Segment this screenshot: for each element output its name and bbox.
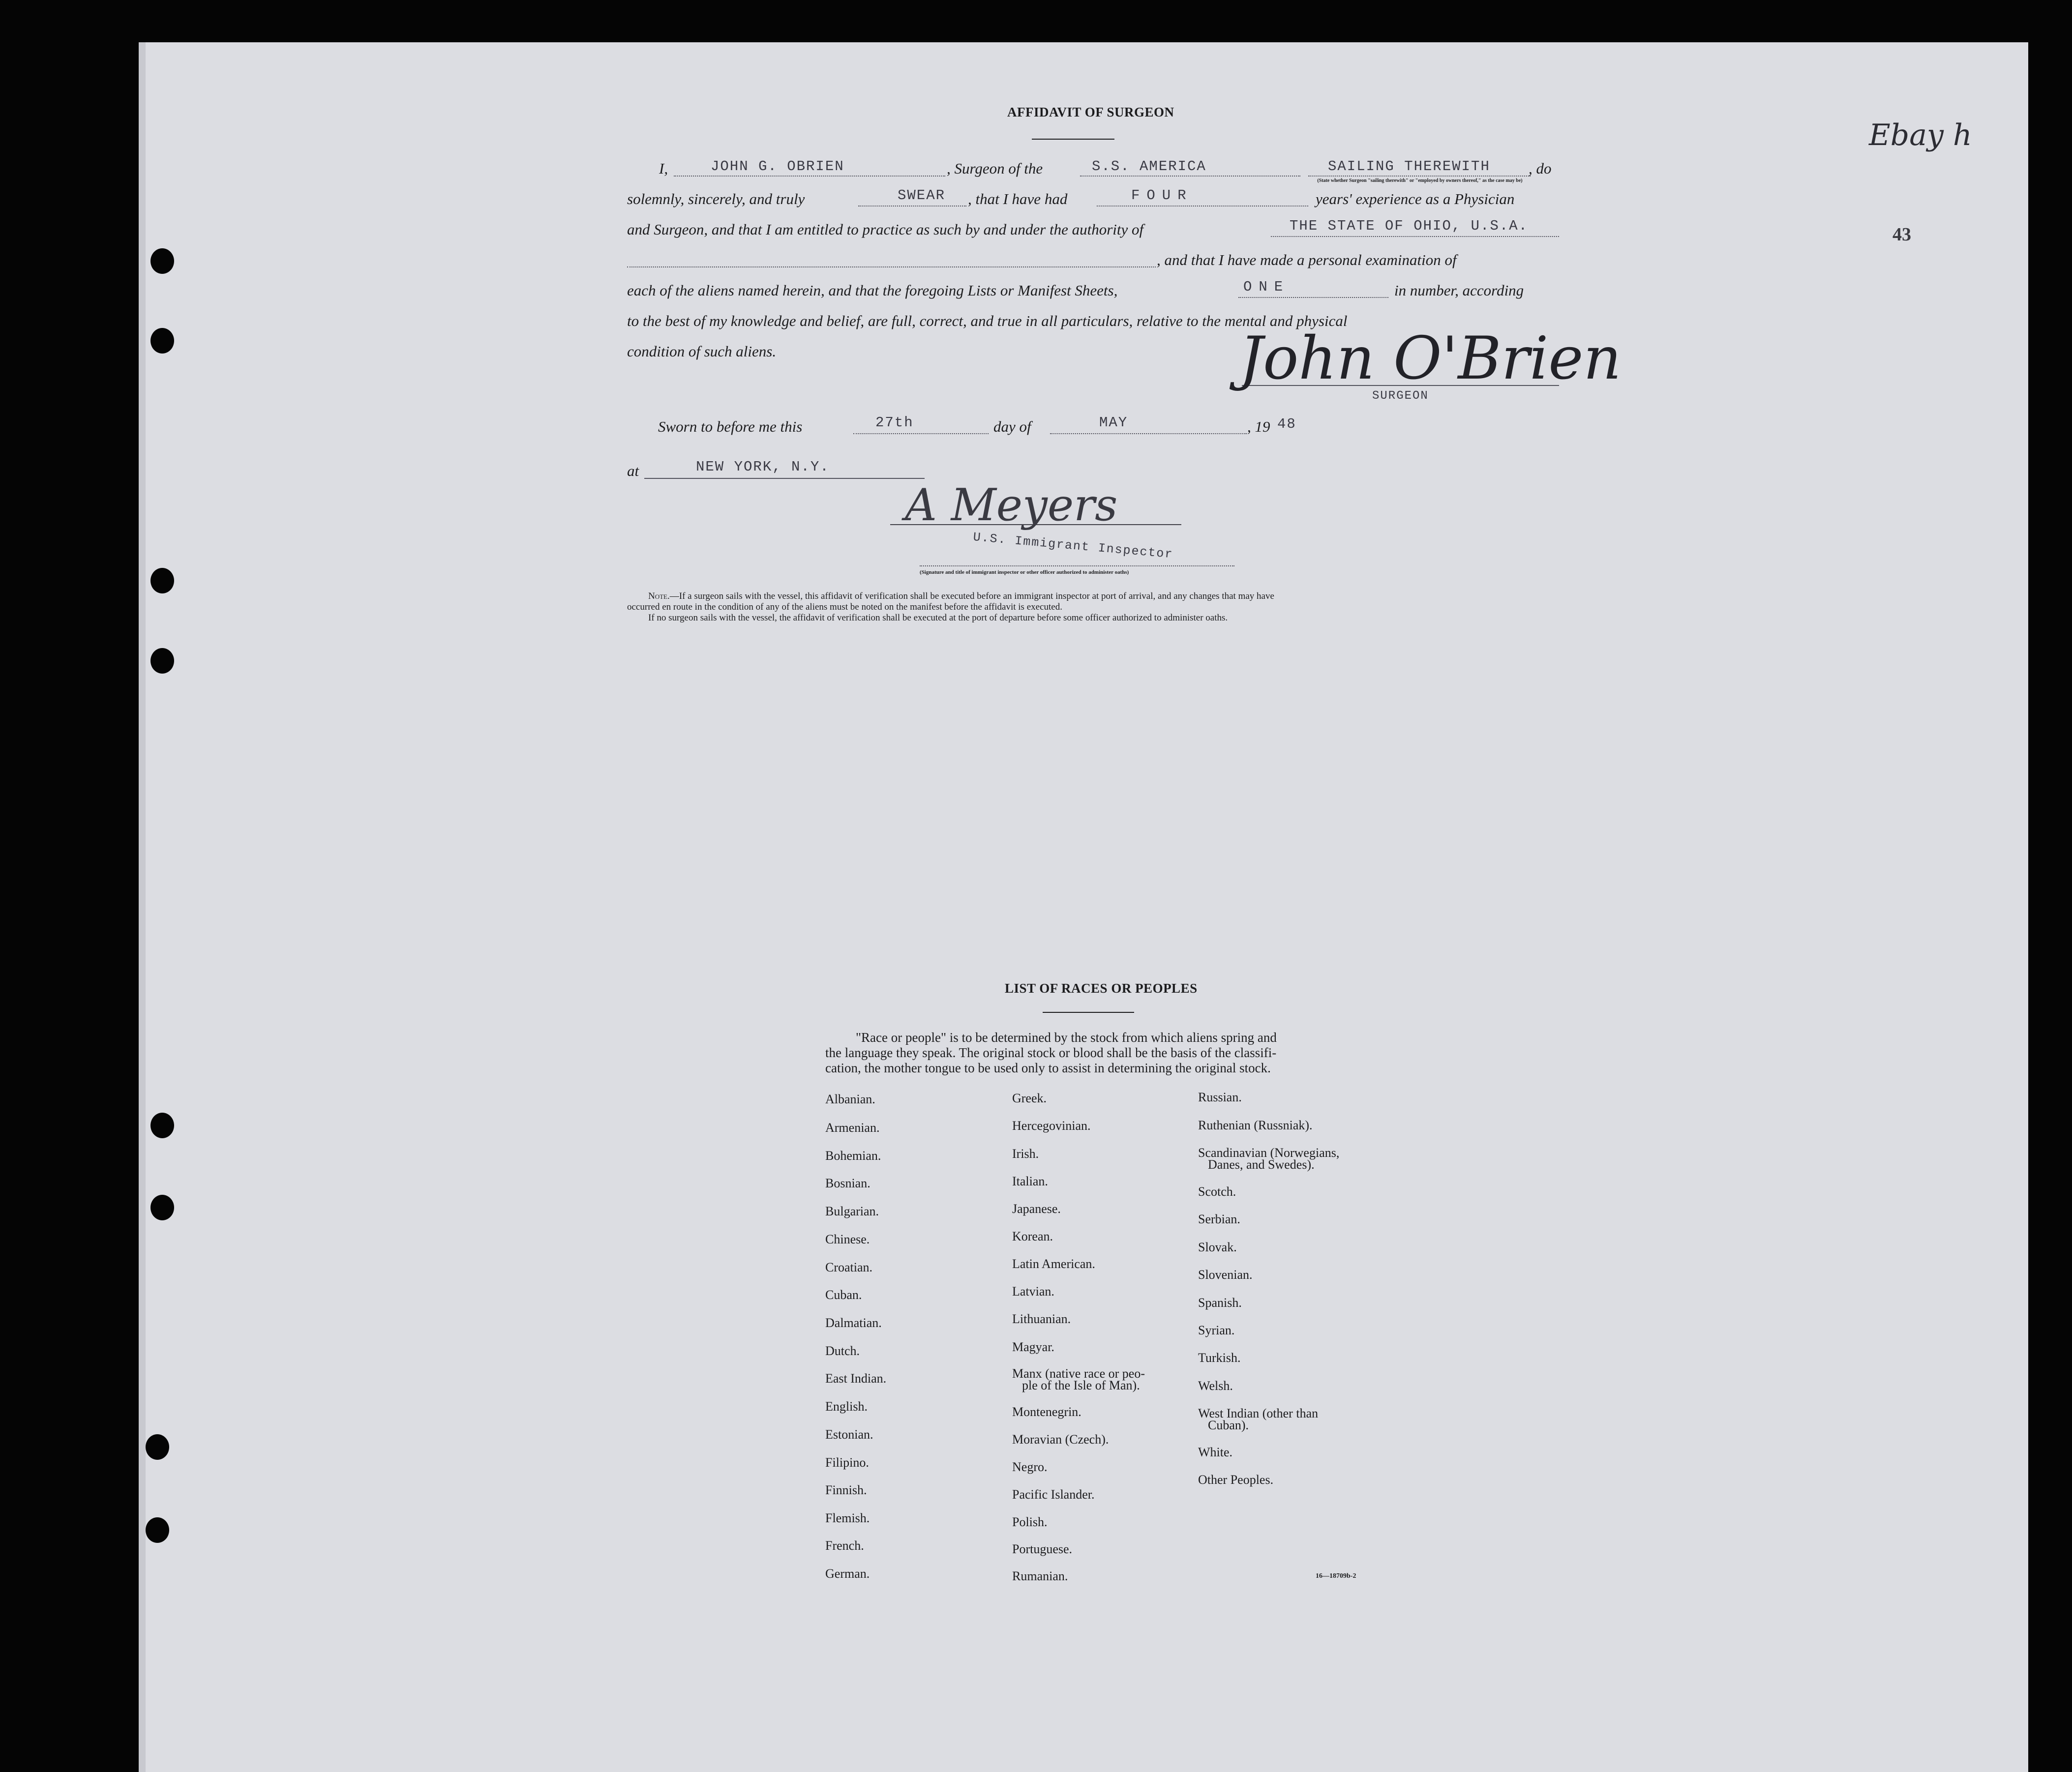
surgeon-signature: John O'Brien bbox=[1239, 325, 1622, 393]
binder-hole bbox=[150, 328, 174, 354]
note-label: Note. bbox=[648, 591, 670, 601]
race-entry: Rumanian. bbox=[1012, 1569, 1068, 1583]
races-title: LIST OF RACES OR PEOPLES bbox=[1005, 981, 1198, 996]
race-entry: Bosnian. bbox=[825, 1176, 871, 1190]
race-entry: Dalmatian. bbox=[825, 1316, 882, 1330]
race-entry: Welsh. bbox=[1198, 1379, 1233, 1393]
race-entry: Japanese. bbox=[1012, 1202, 1061, 1216]
race-entry: Slovenian. bbox=[1198, 1268, 1253, 1282]
binder-hole bbox=[146, 1434, 169, 1460]
race-entry: Syrian. bbox=[1198, 1323, 1235, 1337]
races-intro-1: "Race or people" is to be determined by the stock from which aliens spring and bbox=[856, 1030, 1277, 1045]
inspector-title-line bbox=[920, 565, 1234, 566]
race-entry: Serbian. bbox=[1198, 1212, 1240, 1226]
race-entry: English. bbox=[825, 1399, 868, 1414]
races-intro-3: cation, the mother tongue to be used only to assist in determining the original stock. bbox=[825, 1061, 1271, 1075]
race-entry: Albanian. bbox=[825, 1092, 875, 1106]
have-had-label: , that I have had bbox=[968, 190, 1068, 207]
note-line-1 bbox=[648, 591, 1274, 601]
race-entry: French. bbox=[825, 1538, 864, 1553]
authority-continuation-line bbox=[627, 266, 1156, 267]
affidavit-title: AFFIDAVIT OF SURGEON bbox=[1007, 105, 1174, 119]
binder-hole bbox=[150, 568, 174, 593]
in-number-label: in number, according bbox=[1394, 282, 1524, 299]
solemnly-label: solemnly, sincerely, and truly bbox=[627, 190, 805, 207]
note-line-3: If no surgeon sails with the vessel, the affidavit of verification shall be executed at the port of departure before some officer authorized to administer oaths. bbox=[648, 613, 1228, 623]
race-entry: Other Peoples. bbox=[1198, 1473, 1274, 1487]
race-entry: Cuban. bbox=[825, 1288, 862, 1302]
race-entry: Armenian. bbox=[825, 1121, 880, 1135]
race-entry: Korean. bbox=[1012, 1229, 1053, 1243]
sworn-year: 48 bbox=[1277, 416, 1296, 432]
status-note: (State whether Surgeon "sailing therewith" or "employed by owners thereof," as the case may be) bbox=[1317, 178, 1523, 183]
race-entry: Greek. bbox=[1012, 1091, 1047, 1105]
binder-hole bbox=[150, 1113, 174, 1138]
sworn-month: MAY bbox=[1099, 414, 1128, 431]
race-entry: Latin American. bbox=[1012, 1257, 1095, 1271]
note-text-1: —If a surgeon sails with the vessel, this affidavit of verification shall be executed before an immigrant inspector at port of arrival, and any changes that may have bbox=[669, 591, 1274, 601]
races-title-underline bbox=[1043, 1012, 1134, 1013]
race-entry: Finnish. bbox=[825, 1483, 867, 1497]
surgeon-name: JOHN G. OBRIEN bbox=[711, 158, 844, 175]
document-sheet bbox=[139, 42, 2028, 1772]
authority-field-line bbox=[1271, 236, 1559, 237]
sworn-place: NEW YORK, N.Y. bbox=[696, 459, 830, 475]
affidavit-line-7: condition of such aliens. bbox=[627, 343, 777, 360]
binder-hole bbox=[150, 1195, 174, 1220]
place-line bbox=[644, 478, 925, 479]
examination-label: , and that I have made a personal examination of bbox=[1157, 251, 1457, 268]
race-entry: Polish. bbox=[1012, 1515, 1048, 1529]
inspector-signature: A Meyers bbox=[905, 479, 1118, 531]
race-entry: West Indian (other than bbox=[1198, 1406, 1319, 1420]
day-of-label: day of bbox=[993, 418, 1031, 435]
race-entry: Scotch. bbox=[1198, 1184, 1236, 1199]
race-entry: Flemish. bbox=[825, 1511, 870, 1525]
margin-handwriting: Ebay h bbox=[1869, 118, 1972, 152]
race-entry: Italian. bbox=[1012, 1174, 1048, 1188]
race-entry: Montenegrin. bbox=[1012, 1405, 1081, 1419]
race-entry: German. bbox=[825, 1566, 870, 1581]
race-entry: Moravian (Czech). bbox=[1012, 1432, 1109, 1447]
licensing-authority: THE STATE OF OHIO, U.S.A. bbox=[1290, 218, 1529, 234]
sworn-day: 27th bbox=[875, 414, 914, 431]
vessel-field-line bbox=[1080, 176, 1300, 177]
race-entry: White. bbox=[1198, 1445, 1233, 1459]
race-entry: Hercegovinian. bbox=[1012, 1119, 1091, 1133]
years-field-line bbox=[1097, 206, 1308, 207]
manifest-sheets-label: each of the aliens named herein, and that the foregoing Lists or Manifest Sheets, bbox=[627, 282, 1118, 299]
oath-field-line bbox=[858, 206, 966, 207]
inspector-stamp: U.S. Immigrant Inspector bbox=[972, 530, 1174, 562]
year-prefix: , 19 bbox=[1247, 418, 1270, 435]
affidavit-prefix-i: I, bbox=[659, 160, 668, 177]
race-entry: Irish. bbox=[1012, 1147, 1039, 1161]
race-entry: ple of the Isle of Man). bbox=[1022, 1378, 1140, 1392]
binder-hole bbox=[150, 648, 174, 674]
race-entry: Pacific Islander. bbox=[1012, 1487, 1095, 1502]
years-experience-label: years' experience as a Physician bbox=[1316, 190, 1515, 207]
binder-hole bbox=[150, 248, 174, 274]
note-line-2: occurred en route in the condition of any of the aliens must be noted on the manifest before the affidavit is executed. bbox=[627, 602, 1062, 612]
race-entry: Russian. bbox=[1198, 1090, 1242, 1104]
race-entry: Ruthenian (Russniak). bbox=[1198, 1118, 1313, 1132]
race-entry: Bulgarian. bbox=[825, 1204, 879, 1218]
sworn-month-line bbox=[1050, 433, 1247, 434]
binder-hole bbox=[146, 1517, 169, 1543]
status-field-line bbox=[1308, 176, 1531, 177]
at-label: at bbox=[627, 462, 639, 479]
page-number: 43 bbox=[1892, 224, 1911, 245]
race-entry: Spanish. bbox=[1198, 1296, 1242, 1310]
race-entry: Croatian. bbox=[825, 1260, 873, 1274]
sailing-status: SAILING THEREWITH bbox=[1328, 158, 1490, 175]
surgeon-of-label: , Surgeon of the bbox=[947, 160, 1043, 177]
vessel-name: S.S. AMERICA bbox=[1092, 158, 1206, 175]
race-entry: Magyar. bbox=[1012, 1340, 1054, 1354]
race-entry: Portuguese. bbox=[1012, 1542, 1073, 1556]
race-entry: Cuban). bbox=[1208, 1418, 1249, 1432]
race-entry: Bohemian. bbox=[825, 1149, 881, 1163]
years-experience: FOUR bbox=[1131, 187, 1193, 204]
race-entry: Filipino. bbox=[825, 1455, 869, 1470]
race-entry: Scandinavian (Norwegians, bbox=[1198, 1146, 1340, 1160]
race-entry: East Indian. bbox=[825, 1371, 887, 1386]
name-field-line bbox=[674, 176, 945, 177]
race-entry: Dutch. bbox=[825, 1344, 860, 1358]
form-number: 16—18709b-2 bbox=[1316, 1572, 1356, 1580]
race-entry: Slovak. bbox=[1198, 1240, 1237, 1254]
inspector-caption: (Signature and title of immigrant inspector or other officer authorized to administer oaths) bbox=[920, 569, 1129, 575]
oath-type: SWEAR bbox=[898, 187, 946, 204]
authority-label: and Surgeon, and that I am entitled to practice as such by and under the authority of bbox=[627, 221, 1144, 238]
sworn-label: Sworn to before me this bbox=[658, 418, 803, 435]
title-underline bbox=[1032, 139, 1114, 140]
do-label: , do bbox=[1529, 160, 1552, 177]
race-entry: Latvian. bbox=[1012, 1284, 1054, 1299]
race-entry: Lithuanian. bbox=[1012, 1312, 1071, 1326]
sworn-day-line bbox=[853, 433, 989, 434]
races-intro-2: the language they speak. The original stock or blood shall be the basis of the classifi- bbox=[825, 1045, 1277, 1060]
count-field-line bbox=[1238, 297, 1388, 298]
race-entry: Chinese. bbox=[825, 1232, 870, 1246]
race-entry: Negro. bbox=[1012, 1460, 1048, 1474]
race-entry: Manx (native race or peo- bbox=[1012, 1366, 1145, 1381]
manifest-sheet-count: ONE bbox=[1243, 279, 1290, 295]
affidavit-line-6: to the best of my knowledge and belief, are full, correct, and true in all particulars, relative to the mental and physical bbox=[627, 312, 1348, 329]
race-entry: Danes, and Swedes). bbox=[1208, 1157, 1315, 1172]
surgeon-signature-label: SURGEON bbox=[1372, 389, 1429, 403]
race-entry: Estonian. bbox=[825, 1427, 873, 1442]
race-entry: Turkish. bbox=[1198, 1351, 1241, 1365]
